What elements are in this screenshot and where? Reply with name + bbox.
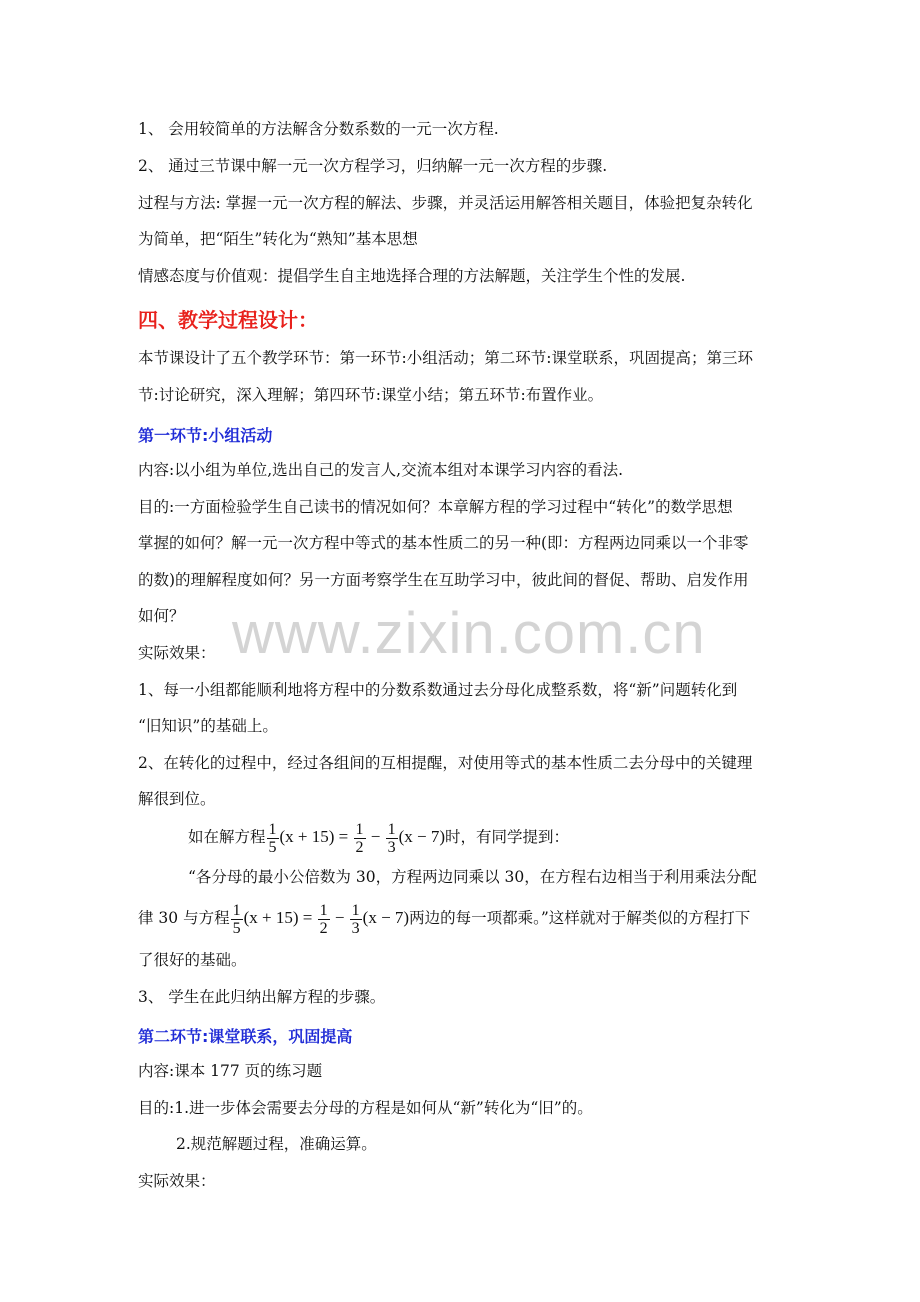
section-4-heading: 四、教学过程设计： <box>138 308 318 332</box>
objective-line-2: 2、 通过三节课中解一元一次方程学习，归纳解一元一次方程的步骤. <box>138 157 608 175</box>
process-method-line-1: 过程与方法: 掌握一元一次方程的解法、步骤，并灵活运用解答相关题目，体验把复杂转化 <box>138 194 753 212</box>
step-1-purpose-4: 如何？ <box>138 607 185 625</box>
step-1-effect-2a: 2、在转化的过程中，经过各组间的互相提醒，对使用等式的基本性质二去分母中的关键理 <box>138 754 753 772</box>
step-1-effect-3: 3、 学生在此归纳出解方程的步骤。 <box>138 988 386 1006</box>
step-1-effect-1b: “旧知识”的基础上。 <box>138 717 278 735</box>
equation: $\frac{1}{5}$ (x + 15) = $\frac{1}{2}$ − $\frac{1}{3}$ (x − 7) <box>268 820 446 856</box>
step-1-purpose-1: 目的:一方面检验学生自己读书的情况如何？本章解方程的学习过程中“转化”的数学思想 <box>138 498 733 516</box>
step-2-purpose-1: 目的:1.进一步体会需要去分母的方程是如何从“新”转化为“旧”的。 <box>138 1099 593 1117</box>
fraction-1-2: $\frac{1}{2}$ <box>355 820 364 856</box>
step-1-effect-1a: 1、每一小组都能顺利地将方程中的分数系数通过去分母化成整系数，将“新”问题转化到 <box>138 681 738 699</box>
watermark-text: www.zixin.com.cn <box>232 601 706 666</box>
fraction-1-3: $\frac{1}{3}$ <box>351 901 360 937</box>
equation-intro-text: 如在解方程 <box>188 828 266 846</box>
section-4-paragraph-2: 节:讨论研究，深入理解；第四环节:课堂小结；第五环节:布置作业。 <box>138 386 604 404</box>
step-2-content: 内容:课本 177 页的练习题 <box>138 1062 323 1080</box>
objective-line-1: 1、 会用较简单的方法解含分数系数的一元一次方程. <box>138 120 499 138</box>
step-1-heading: 第一环节:小组活动 <box>138 426 273 445</box>
fraction-1-5: $\frac{1}{5}$ <box>232 901 241 937</box>
step-1-effect-label: 实际效果： <box>138 644 216 662</box>
fraction-1-5: $\frac{1}{5}$ <box>268 820 277 856</box>
step-1-purpose-3: 的数)的理解程度如何？另一方面考察学生在互助学习中，彼此间的督促、帮助、启发作用 <box>138 571 749 589</box>
quote-line-3: 了很好的基础。 <box>138 951 247 969</box>
section-4-paragraph-1: 本节课设计了五个教学环节：第一环节:小组活动；第二环节:课堂联系，巩固提高；第三环 <box>138 349 753 367</box>
equation-repeat: $\frac{1}{5}$ (x + 15) = $\frac{1}{2}$ − $\frac{1}{3}$ (x − 7) <box>232 901 410 937</box>
equation-outro-text: 时，有同学提到： <box>445 828 570 846</box>
process-method-line-2: 为简单，把“陌生”转化为“熟知”基本思想 <box>138 230 418 248</box>
attitude-line: 情感态度与价值观：提倡学生自主地选择合理的方法解题，关注学生个性的发展. <box>138 267 686 285</box>
step-1-purpose-2: 掌握的如何？解一元一次方程中等式的基本性质二的另一种(即：方程两边同乘以一个非零 <box>138 534 749 552</box>
fraction-1-2: $\frac{1}{2}$ <box>319 901 328 937</box>
step-2-effect-label: 实际效果： <box>138 1172 216 1190</box>
quote-line-1: “各分母的最小公倍数为 30，方程两边同乘以 30，在方程右边相当于利用乘法分配 <box>188 868 757 886</box>
step-2-heading: 第二环节:课堂联系，巩固提高 <box>138 1027 353 1046</box>
step-1-effect-2b: 解很到位。 <box>138 790 216 808</box>
step-2-purpose-2: 2.规范解题过程，准确运算。 <box>176 1135 377 1153</box>
step-1-content: 内容:以小组为单位,选出自己的发言人,交流本组对本课学习内容的看法. <box>138 461 624 479</box>
equation-line-1 <box>188 818 569 856</box>
fraction-1-3: $\frac{1}{3}$ <box>387 820 396 856</box>
quote-line-2: 律 30 与方程 $\frac{1}{5}$ (x + 15) = $\frac{1}{2}$ − $\frac{1}{3}$ (x − 7)两边的每一项都乘。”这样就对于解类似的方程打下 <box>138 901 751 937</box>
